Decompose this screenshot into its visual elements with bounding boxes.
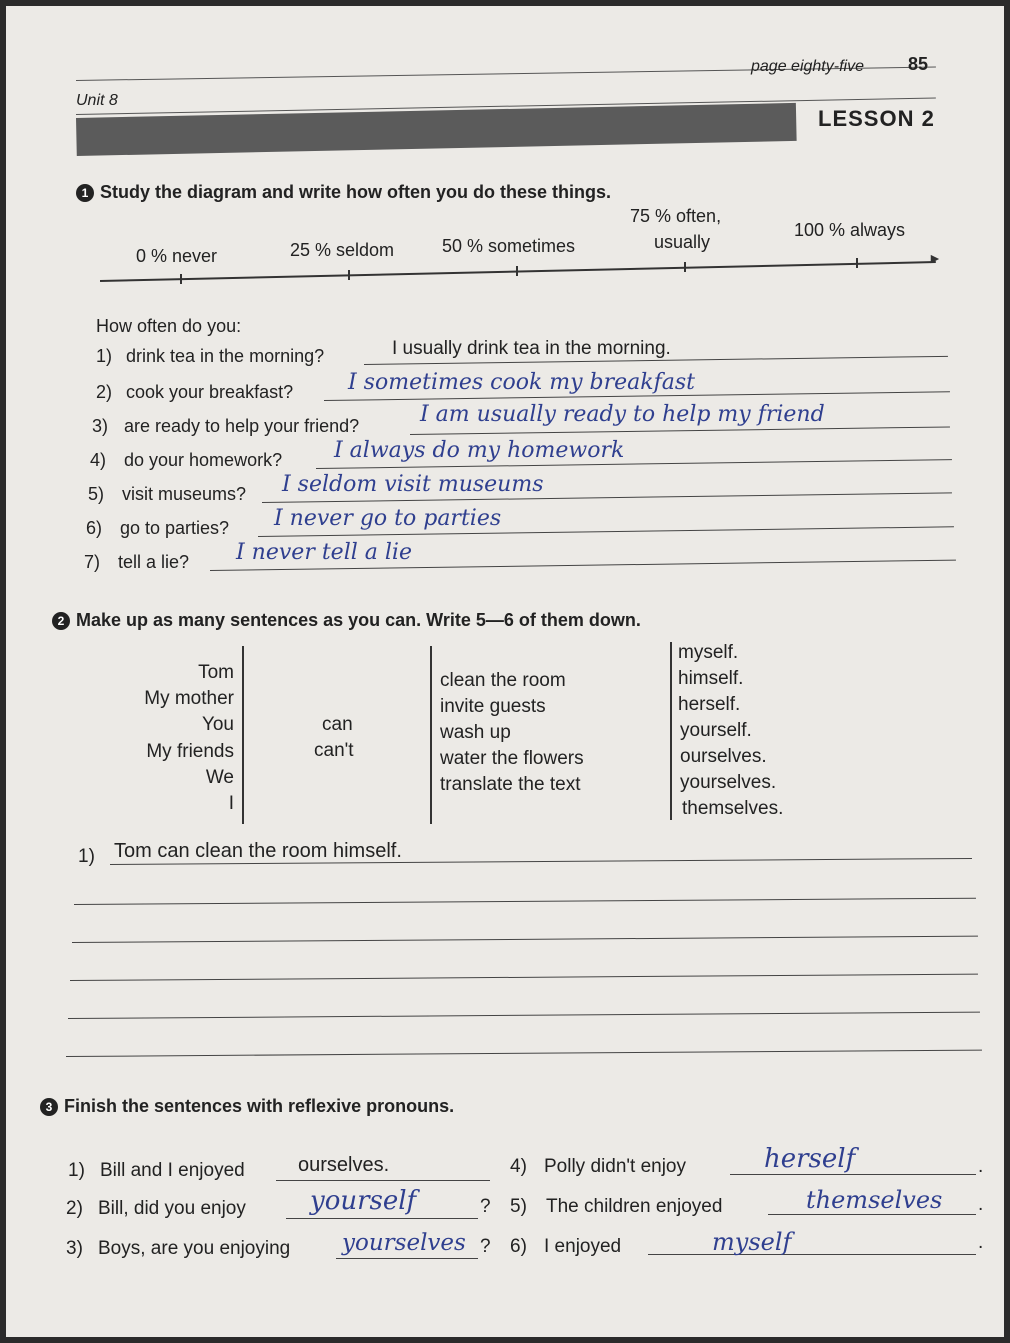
- pronoun-word: herself.: [678, 694, 741, 715]
- item-number: 2): [96, 382, 113, 402]
- scale-label-sometimes: 50 % sometimes: [442, 236, 576, 256]
- item-question: drink tea in the morning?: [126, 346, 325, 366]
- item-answer: I seldom visit museums: [282, 472, 544, 497]
- item-end: ?: [480, 1236, 491, 1257]
- answer-line: [336, 1258, 478, 1259]
- item-number: 7): [84, 552, 101, 572]
- item-number: 6): [510, 1236, 527, 1257]
- item-number: 1): [96, 346, 113, 366]
- ex1-prompt: How often do you:: [96, 316, 242, 336]
- action-phrase: wash up: [440, 722, 511, 743]
- answer-line: [768, 1214, 976, 1215]
- ex2-heading: [52, 610, 641, 631]
- item-text: Bill, did you enjoy: [98, 1198, 246, 1219]
- ex2-number: 2: [52, 612, 70, 630]
- lesson-bar: [76, 103, 797, 156]
- subject-word: You: [201, 714, 234, 735]
- item-answer: I never go to parties: [274, 506, 502, 531]
- action-phrase: water the flowers: [440, 748, 584, 769]
- item-end: ?: [480, 1196, 491, 1217]
- item-answer: I am usually ready to help my friend: [420, 402, 825, 427]
- ex2-answer-number: 1): [78, 846, 95, 867]
- lesson-title: LESSON 2: [818, 106, 935, 131]
- item-text: The children enjoyed: [546, 1196, 723, 1217]
- scale-label-seldom: 25 % seldom: [290, 240, 395, 260]
- table-divider: [670, 642, 672, 820]
- item-answer: I always do my homework: [334, 438, 625, 463]
- action-phrase: invite guests: [440, 696, 546, 717]
- pronoun-word: myself.: [678, 642, 739, 663]
- item-number: 6): [86, 518, 103, 538]
- item-question: do your homework?: [124, 450, 283, 470]
- pronoun-word: yourselves.: [680, 772, 777, 793]
- item-number: 5): [510, 1196, 527, 1217]
- scale-arrowhead-icon: ►: [928, 250, 942, 266]
- answer-line: [74, 898, 976, 905]
- pronoun-word: himself.: [678, 668, 744, 689]
- ex1-number: 1: [76, 184, 94, 202]
- action-phrase: translate the text: [440, 774, 581, 795]
- subject-word: I: [228, 793, 234, 814]
- item-end: .: [978, 1232, 984, 1253]
- ex2-answer: Tom can clean the room himself.: [114, 840, 402, 862]
- item-end: .: [978, 1156, 984, 1177]
- workbook-page: [6, 6, 1004, 1337]
- item-answer: yourselves: [342, 1230, 466, 1256]
- unit-label: Unit 8: [76, 92, 118, 109]
- scale-label-always: 100 % always: [794, 220, 906, 240]
- page-number: 85: [908, 54, 929, 74]
- item-answer: I usually drink tea in the morning.: [392, 338, 671, 359]
- scale-label-often: 75 % often,: [630, 206, 722, 226]
- scale-tick: [684, 262, 686, 272]
- answer-line: [276, 1180, 490, 1181]
- pronoun-word: ourselves.: [680, 746, 767, 767]
- answer-line: [68, 1012, 980, 1019]
- item-answer: themselves: [806, 1186, 943, 1214]
- scale-tick: [180, 274, 182, 284]
- item-answer: myself: [712, 1228, 792, 1256]
- ex3-number: 3: [40, 1098, 58, 1116]
- item-question: go to parties?: [120, 518, 230, 538]
- item-answer: yourself: [310, 1186, 417, 1216]
- answer-line: [72, 936, 978, 943]
- modal-word: can: [322, 714, 353, 735]
- ex2-title: Make up as many sentences as you can. Write 5—6 of them down.: [76, 610, 641, 630]
- ex3-heading: [40, 1096, 454, 1117]
- item-text: Polly didn't enjoy: [544, 1156, 686, 1177]
- pronoun-word: yourself.: [680, 720, 752, 741]
- scale-tick: [348, 270, 350, 280]
- ex1-title: Study the diagram and write how often you do these things.: [100, 182, 612, 202]
- item-number: 3): [66, 1238, 83, 1259]
- answer-line: [730, 1174, 976, 1175]
- item-answer: ourselves.: [298, 1154, 390, 1176]
- answer-line: [286, 1218, 478, 1219]
- item-number: 5): [88, 484, 105, 504]
- subject-word: My friends: [146, 741, 234, 762]
- item-text: I enjoyed: [544, 1236, 622, 1257]
- item-question: are ready to help your friend?: [124, 416, 360, 436]
- scale-label-never: 0 % never: [136, 246, 218, 266]
- action-phrase: clean the room: [440, 670, 566, 691]
- item-number: 4): [510, 1156, 527, 1177]
- modal-word: can't: [314, 740, 354, 761]
- item-question: visit museums?: [122, 484, 247, 504]
- item-text: Bill and I enjoyed: [100, 1160, 245, 1181]
- page-label: page eighty-five: [751, 58, 864, 75]
- scale-tick: [856, 258, 858, 268]
- subject-word: My mother: [144, 688, 234, 709]
- scale-label-usually: usually: [654, 232, 711, 252]
- answer-line: [410, 426, 950, 435]
- scale-tick: [516, 266, 518, 276]
- answer-line: [648, 1254, 976, 1255]
- subject-word: Tom: [198, 662, 234, 683]
- item-number: 1): [68, 1160, 85, 1181]
- answer-line: [70, 974, 978, 981]
- item-number: 2): [66, 1198, 83, 1219]
- item-end: .: [978, 1194, 984, 1215]
- table-divider: [242, 646, 244, 824]
- item-answer: I never tell a lie: [236, 540, 412, 565]
- item-question: tell a lie?: [118, 552, 190, 572]
- pronoun-word: themselves.: [682, 798, 784, 819]
- table-divider: [430, 646, 432, 824]
- item-answer: herself: [764, 1144, 856, 1174]
- item-question: cook your breakfast?: [126, 382, 294, 402]
- subject-word: We: [205, 767, 234, 788]
- ex3-title: Finish the sentences with reflexive pronouns.: [64, 1096, 455, 1116]
- item-number: 3): [92, 416, 109, 436]
- ex1-heading: [76, 182, 611, 203]
- item-text: Boys, are you enjoying: [98, 1238, 291, 1259]
- answer-line: [66, 1050, 982, 1057]
- item-number: 4): [90, 450, 107, 470]
- item-answer: I sometimes cook my breakfast: [348, 370, 696, 395]
